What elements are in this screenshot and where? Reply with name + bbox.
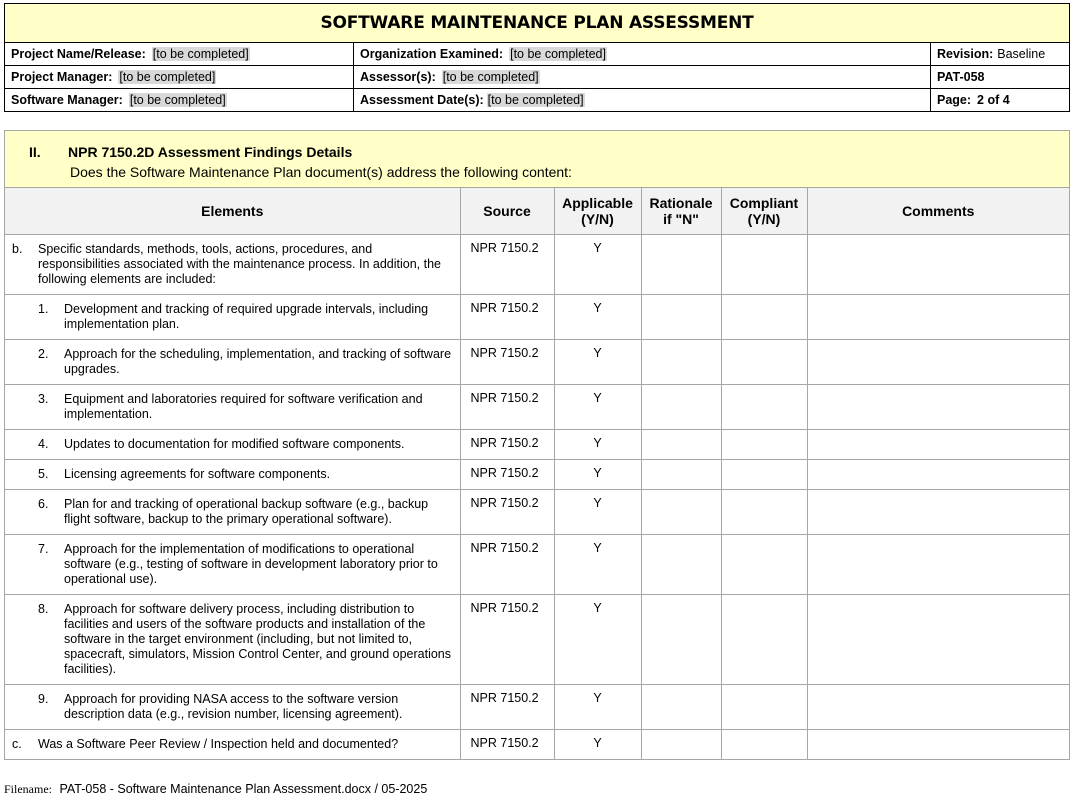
applicable-cell[interactable]: Y (554, 340, 641, 385)
organization-examined-field (354, 43, 931, 65)
element-marker: 2. (38, 347, 49, 361)
rationale-cell[interactable] (641, 685, 721, 730)
document-id-field (931, 66, 1069, 88)
element-text: Updates to documentation for modified software components. (64, 437, 405, 451)
compliant-cell[interactable] (721, 340, 807, 385)
element-marker: 5. (38, 467, 49, 481)
element-text: Approach for software delivery process, including distribution to facilities and users of the software products and installation of the software in the target environment (including, but not limited to, spacecraft, simulators, Mission Control Center, and ground operations facilities). (64, 602, 451, 676)
filename-label: Filename: (4, 782, 52, 796)
source-cell: NPR 7150.2 (460, 430, 554, 460)
comments-cell[interactable] (807, 460, 1069, 490)
comments-cell[interactable] (807, 535, 1069, 595)
source-cell: NPR 7150.2 (460, 685, 554, 730)
section-number: II. (29, 144, 41, 160)
column-header-elements: Elements (5, 188, 460, 235)
element-cell (5, 490, 460, 535)
rationale-cell[interactable] (641, 235, 721, 295)
revision-value: Baseline (997, 47, 1046, 61)
element-marker: 7. (38, 542, 49, 556)
document-id: PAT-058 (937, 70, 985, 84)
element-text: Equipment and laboratories required for software verification and implementation. (64, 392, 423, 421)
page-number-field (931, 89, 1069, 111)
element-cell (5, 340, 460, 385)
table-row (5, 460, 1069, 490)
software-manager-field (5, 89, 354, 111)
element-marker: 4. (38, 437, 49, 451)
table-row (5, 235, 1069, 295)
organization-examined-value[interactable]: [to be completed] (510, 47, 606, 61)
page-label: Page: (937, 93, 972, 107)
element-marker: 8. (38, 602, 49, 616)
element-marker: c. (12, 737, 22, 751)
element-cell (5, 595, 460, 685)
compliant-cell[interactable] (721, 685, 807, 730)
organization-examined-label: Organization Examined: (360, 47, 504, 61)
compliant-cell[interactable] (721, 535, 807, 595)
element-cell (5, 235, 460, 295)
source-cell: NPR 7150.2 (460, 535, 554, 595)
table-row (5, 685, 1069, 730)
revision-label: Revision: (937, 47, 994, 61)
comments-cell[interactable] (807, 595, 1069, 685)
applicable-cell[interactable]: Y (554, 430, 641, 460)
element-text: Specific standards, methods, tools, actions, procedures, and responsibilities associated with the maintenance process. In addition, the following elements are included: (38, 242, 442, 286)
findings-section (4, 130, 1070, 760)
compliant-cell[interactable] (721, 490, 807, 535)
element-text: Approach for the implementation of modifications to operational software (e.g., testing of software in development laboratory prior to operational use). (64, 542, 438, 586)
document-title: SOFTWARE MAINTENANCE PLAN ASSESSMENT (5, 4, 1069, 43)
document-footer (4, 782, 427, 797)
rationale-cell[interactable] (641, 295, 721, 340)
source-cell: NPR 7150.2 (460, 295, 554, 340)
rationale-cell[interactable] (641, 430, 721, 460)
rationale-cell[interactable] (641, 385, 721, 430)
comments-cell[interactable] (807, 730, 1069, 760)
compliant-cell[interactable] (721, 460, 807, 490)
column-header-applicable: Applicable (Y/N) (554, 188, 641, 235)
compliant-cell[interactable] (721, 595, 807, 685)
element-cell (5, 460, 460, 490)
rationale-cell[interactable] (641, 730, 721, 760)
comments-cell[interactable] (807, 385, 1069, 430)
element-cell (5, 685, 460, 730)
project-name-value[interactable]: [to be completed] (152, 47, 249, 61)
assessors-label: Assessor(s): (360, 70, 436, 84)
element-text: Approach for providing NASA access to the software version description data (e.g., revision number, licensing agreement). (64, 692, 403, 721)
applicable-cell[interactable]: Y (554, 385, 641, 430)
table-row (5, 535, 1069, 595)
filename-value: PAT-058 - Software Maintenance Plan Assessment.docx / 05-2025 (59, 782, 428, 796)
compliant-cell[interactable] (721, 295, 807, 340)
element-marker: 3. (38, 392, 49, 406)
table-header-row (5, 188, 1069, 235)
source-cell: NPR 7150.2 (460, 235, 554, 295)
element-text: Development and tracking of required upgrade intervals, including implementation plan. (64, 302, 429, 331)
applicable-cell[interactable]: Y (554, 295, 641, 340)
rationale-cell[interactable] (641, 490, 721, 535)
source-cell: NPR 7150.2 (460, 730, 554, 760)
project-manager-field (5, 66, 354, 88)
section-subtitle: Does the Software Maintenance Plan document(s) address the following content: (70, 164, 572, 180)
applicable-cell[interactable]: Y (554, 490, 641, 535)
column-header-rationale: Rationale if "N" (641, 188, 721, 235)
applicable-cell[interactable]: Y (554, 535, 641, 595)
element-cell (5, 385, 460, 430)
table-row (5, 340, 1069, 385)
rationale-cell[interactable] (641, 460, 721, 490)
section-header (5, 131, 1069, 188)
comments-cell[interactable] (807, 490, 1069, 535)
element-cell (5, 535, 460, 595)
compliant-cell[interactable] (721, 235, 807, 295)
table-row (5, 490, 1069, 535)
compliant-cell[interactable] (721, 430, 807, 460)
element-marker: 9. (38, 692, 49, 706)
project-name-label: Project Name/Release: (11, 47, 146, 61)
element-text: Licensing agreements for software components. (64, 467, 331, 481)
element-cell (5, 730, 460, 760)
applicable-cell[interactable]: Y (554, 685, 641, 730)
compliant-cell[interactable] (721, 385, 807, 430)
column-header-comments: Comments (807, 188, 1069, 235)
comments-cell[interactable] (807, 430, 1069, 460)
source-cell: NPR 7150.2 (460, 340, 554, 385)
rationale-cell[interactable] (641, 340, 721, 385)
element-marker: 6. (38, 497, 49, 511)
source-cell: NPR 7150.2 (460, 595, 554, 685)
compliant-cell[interactable] (721, 730, 807, 760)
column-header-compliant: Compliant (Y/N) (721, 188, 807, 235)
page-value: 2 of 4 (977, 93, 1010, 107)
applicable-cell[interactable]: Y (554, 595, 641, 685)
rationale-cell[interactable] (641, 535, 721, 595)
assessment-dates-label: Assessment Date(s): (360, 93, 484, 107)
element-marker: b. (12, 242, 23, 256)
source-cell: NPR 7150.2 (460, 490, 554, 535)
applicable-cell[interactable]: Y (554, 235, 641, 295)
software-manager-label: Software Manager: (11, 93, 123, 107)
comments-cell[interactable] (807, 685, 1069, 730)
assessment-dates-value[interactable]: [to be completed] (487, 93, 584, 107)
table-row (5, 295, 1069, 340)
document-header (4, 3, 1070, 112)
project-manager-label: Project Manager: (11, 70, 113, 84)
source-cell: NPR 7150.2 (460, 385, 554, 430)
project-manager-value[interactable]: [to be completed] (119, 70, 216, 84)
table-row (5, 730, 1069, 760)
element-cell (5, 295, 460, 340)
rationale-cell[interactable] (641, 595, 721, 685)
header-row-3 (5, 89, 1069, 111)
revision-field (931, 43, 1069, 65)
findings-table (5, 188, 1069, 759)
table-row (5, 385, 1069, 430)
header-row-2 (5, 66, 1069, 89)
comments-cell[interactable] (807, 235, 1069, 295)
table-row (5, 595, 1069, 685)
project-name-field (5, 43, 354, 65)
comments-cell[interactable] (807, 340, 1069, 385)
header-row-1 (5, 43, 1069, 66)
element-marker: 1. (38, 302, 49, 316)
section-title: NPR 7150.2D Assessment Findings Details (68, 144, 353, 160)
assessment-dates-field (354, 89, 931, 111)
column-header-source: Source (460, 188, 554, 235)
source-cell: NPR 7150.2 (460, 460, 554, 490)
applicable-cell[interactable]: Y (554, 460, 641, 490)
element-cell (5, 430, 460, 460)
assessors-field (354, 66, 931, 88)
element-text: Plan for and tracking of operational backup software (e.g., backup flight software, backup to the primary operational software). (64, 497, 429, 526)
comments-cell[interactable] (807, 295, 1069, 340)
element-text: Approach for the scheduling, implementation, and tracking of software upgrades. (64, 347, 452, 376)
assessors-value[interactable]: [to be completed] (442, 70, 539, 84)
software-manager-value[interactable]: [to be completed] (129, 93, 226, 107)
element-text: Was a Software Peer Review / Inspection held and documented? (38, 737, 399, 751)
table-row (5, 430, 1069, 460)
applicable-cell[interactable]: Y (554, 730, 641, 760)
